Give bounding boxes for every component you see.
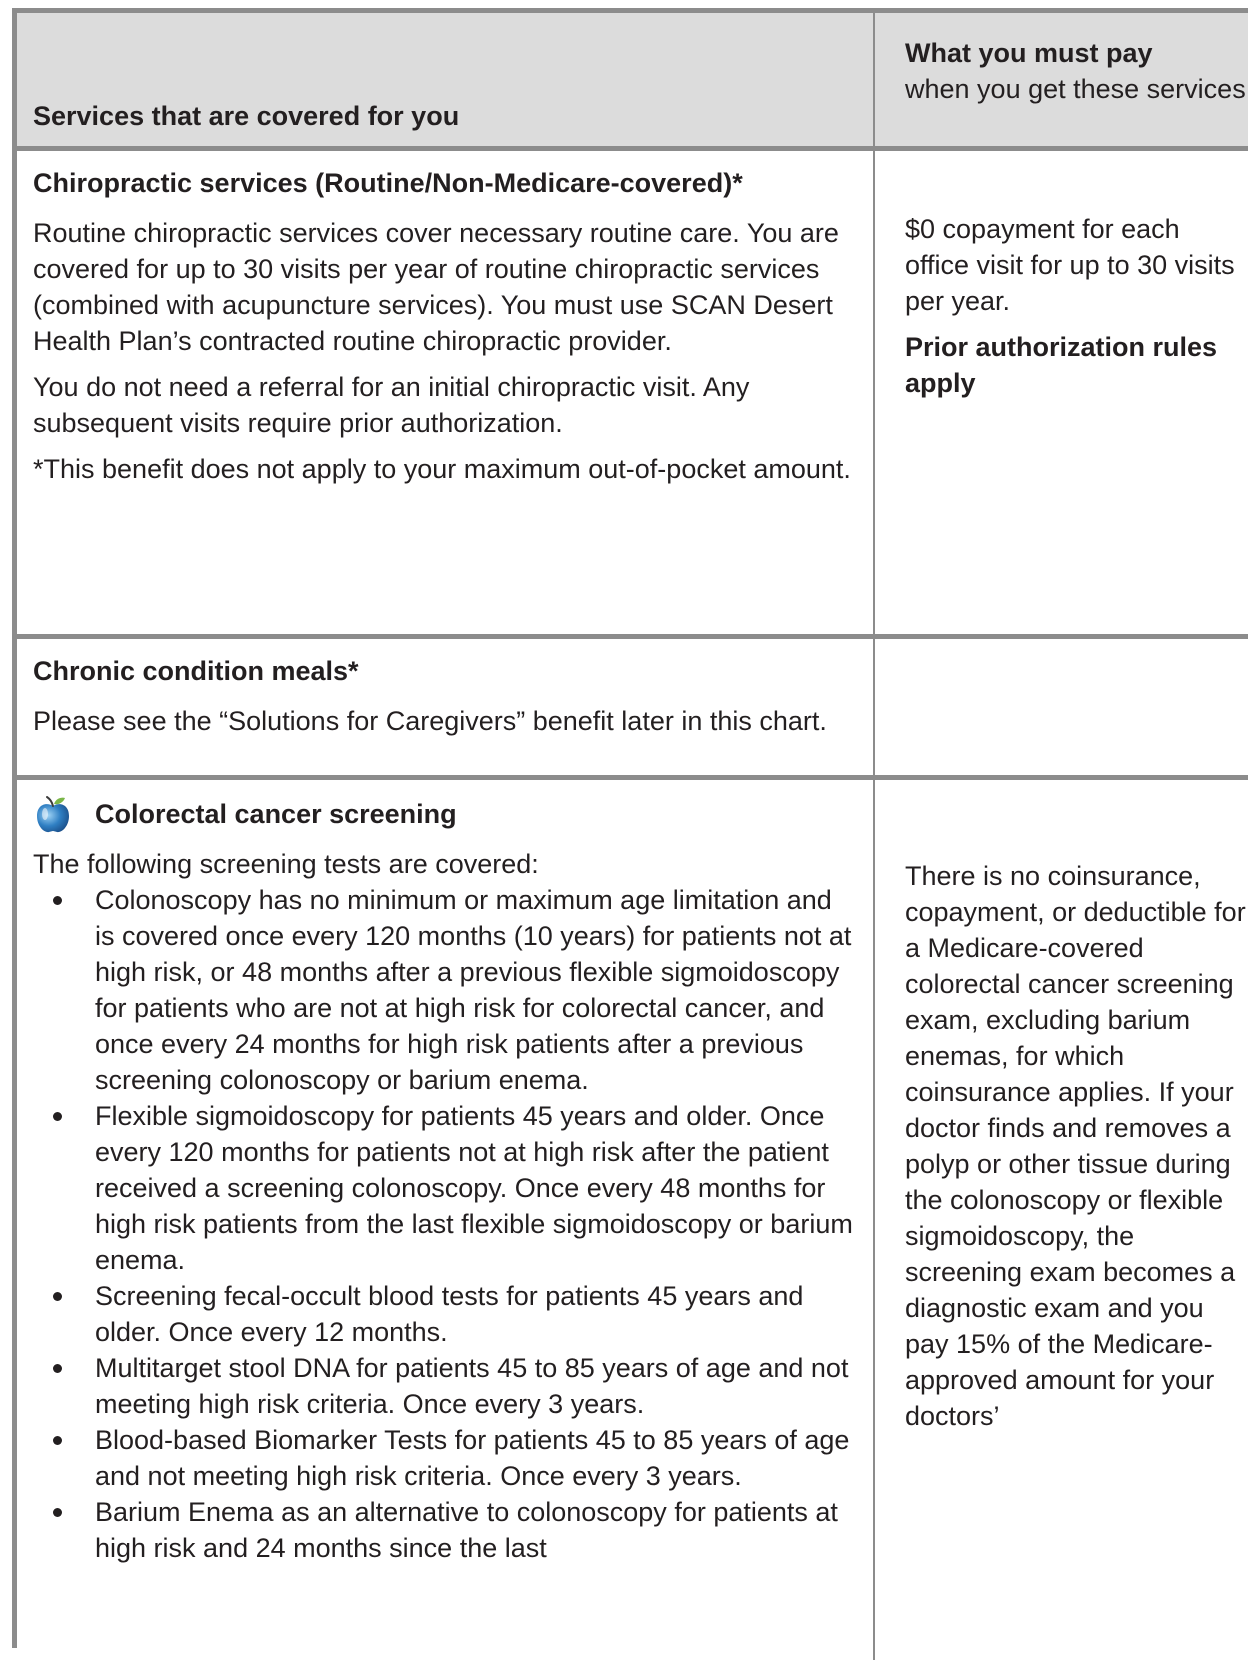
bullet-icon [53, 1112, 62, 1121]
list-item [33, 1098, 853, 1278]
chiropractic-cost-note: Prior authorization rules apply [905, 332, 1218, 398]
list-item-text: Multitarget stool DNA for patients 45 to 85 years of age and not meeting high risk criteria. Once every 3 years. [95, 1353, 849, 1419]
chiropractic-cost-cell [875, 151, 1248, 634]
list-item [33, 882, 853, 1098]
chronic-meals-description-cell [17, 639, 875, 775]
list-item [33, 1494, 853, 1566]
chiropractic-paragraph: *This benefit does not apply to your maximum out-of-pocket amount. [33, 454, 851, 484]
list-item-text: Colonoscopy has no minimum or maximum age limitation and is covered once every 120 months (10 years) for patients not at high risk, or 48 months after a previous flexible sigmoidoscopy for patients who are not at high risk for colorectal cancer, and once every 24 months for high risk patients after a previous screening colonoscopy or barium enema. [95, 885, 852, 1095]
bullet-icon [53, 1364, 62, 1373]
chiropractic-description-cell [17, 151, 875, 634]
list-item-text: Screening fecal-occult blood tests for patients 45 years and older. Once every 12 months. [95, 1281, 804, 1347]
list-item [33, 1422, 853, 1494]
colorectal-test-list [33, 882, 853, 1566]
list-item [33, 1278, 853, 1350]
header-services-label: Services that are covered for you [33, 101, 460, 131]
chronic-meals-title: Chronic condition meals* [33, 656, 359, 686]
table-row-chronic-meals [17, 639, 1248, 780]
colorectal-cost-cell [875, 780, 1248, 1660]
list-item-text: Blood-based Biomarker Tests for patients 45 to 85 years of age and not meeting high risk criteria. Once every 3 years. [95, 1425, 850, 1491]
bullet-icon [53, 896, 62, 905]
chronic-meals-paragraph: Please see the “Solutions for Caregivers” benefit later in this chart. [33, 706, 827, 736]
bullet-icon [53, 1292, 62, 1301]
bullet-icon [53, 1508, 62, 1517]
list-item-text: Barium Enema as an alternative to colonoscopy for patients at high risk and 24 months since the last [95, 1497, 838, 1563]
colorectal-heading [33, 794, 853, 834]
chiropractic-paragraph: Routine chiropractic services cover necessary routine care. You are covered for up to 30 visits per year of routine chiropractic services (combined with acupuncture services). You must use SCAN Desert Health Plan’s contracted routine chiropractic provider. [33, 218, 839, 356]
table-header [17, 13, 1248, 151]
table-row-chiropractic [17, 151, 1248, 639]
chiropractic-cost: $0 copayment for each office visit for up to 30 visits per year. [905, 214, 1235, 316]
table-row-colorectal [17, 780, 1248, 1660]
header-cost-sublabel: when you get these services [905, 74, 1246, 104]
colorectal-description-cell [17, 780, 875, 1660]
apple-icon [33, 794, 73, 834]
colorectal-intro: The following screening tests are covered: [33, 849, 539, 879]
header-cost-label: What you must pay [905, 38, 1153, 68]
header-services-cell [17, 13, 875, 146]
chronic-meals-cost-cell [875, 639, 1248, 775]
benefits-table [12, 8, 1248, 1648]
colorectal-title: Colorectal cancer screening [95, 799, 457, 829]
chiropractic-paragraph: You do not need a referral for an initial chiropractic visit. Any subsequent visits require prior authorization. [33, 372, 750, 438]
list-item [33, 1350, 853, 1422]
chiropractic-title: Chiropractic services (Routine/Non-Medicare-covered)* [33, 168, 743, 198]
colorectal-cost: There is no coinsurance, copayment, or deductible for a Medicare-covered colorectal cancer screening exam, excluding barium enemas, for which coinsurance applies. If your doctor finds and removes a polyp or other tissue during the colonoscopy or flexible sigmoidoscopy, the screening exam becomes a diagnostic exam and you pay 15% of the Medicare-approved amount for your doctors’ [905, 861, 1246, 1431]
bullet-icon [53, 1436, 62, 1445]
header-cost-cell [875, 13, 1248, 146]
list-item-text: Flexible sigmoidoscopy for patients 45 years and older. Once every 120 months for patients not at high risk after the patient received a screening colonoscopy. Once every 48 months for high risk patients from the last flexible sigmoidoscopy or barium enema. [95, 1101, 853, 1275]
